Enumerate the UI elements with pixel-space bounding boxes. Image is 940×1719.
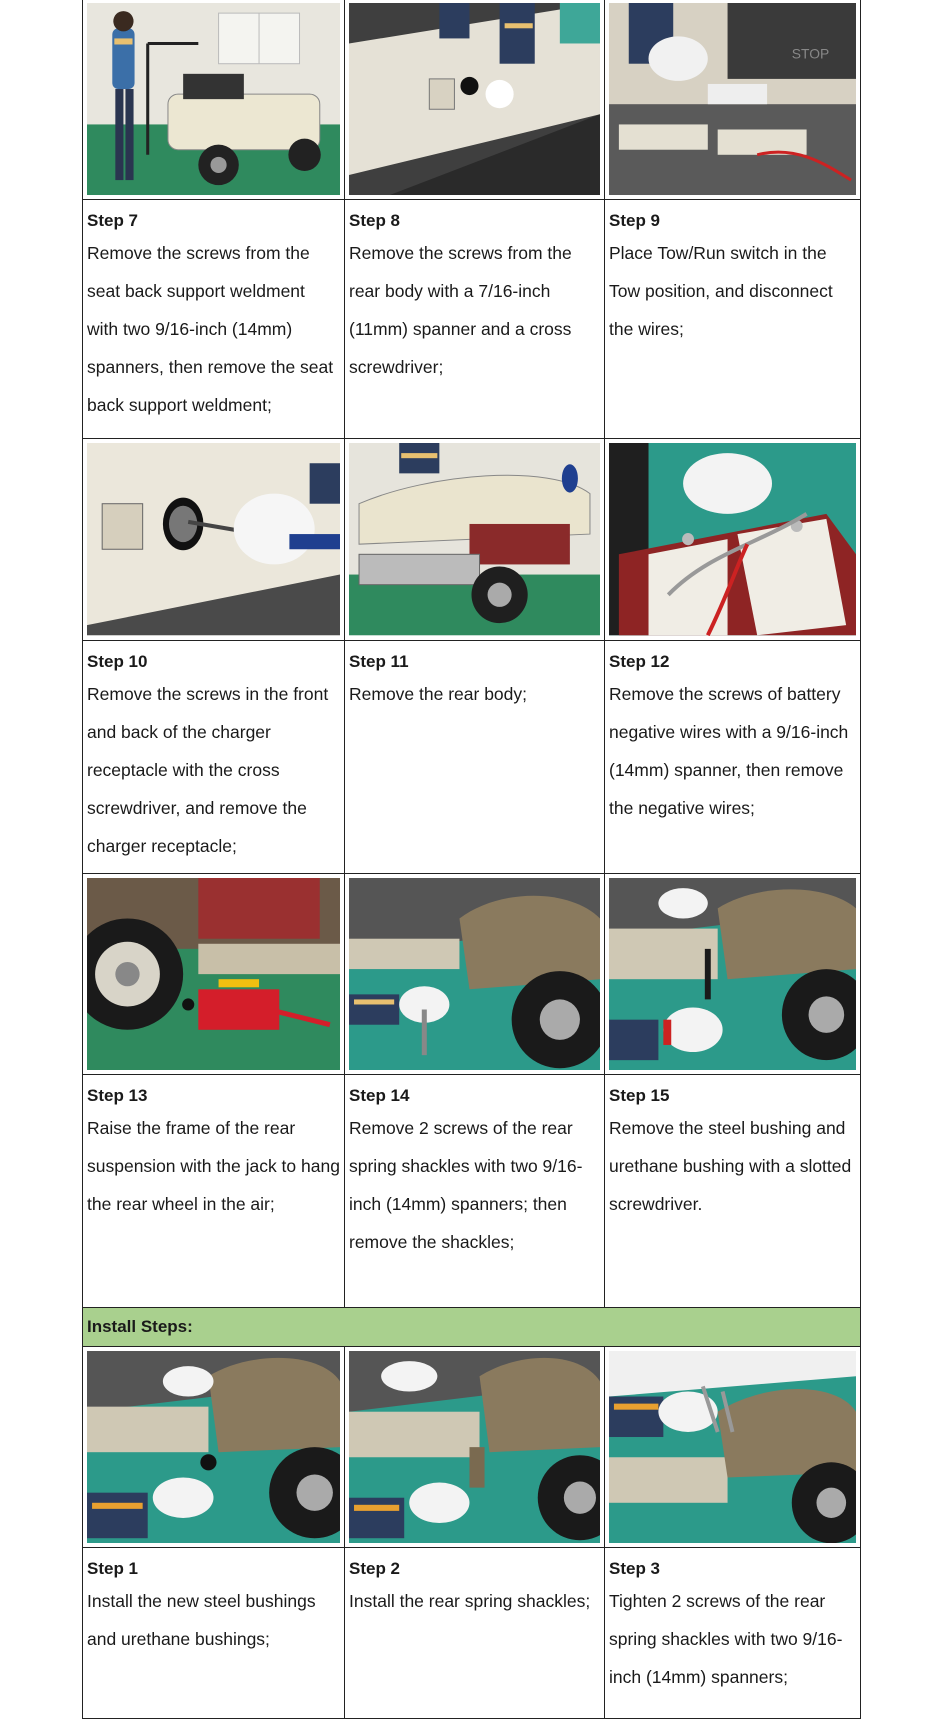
rear-body-removal-photo: [349, 443, 600, 635]
photo-row: [83, 439, 861, 640]
step-title: Step 2: [349, 1559, 401, 1579]
section-label: Install Steps:: [87, 1316, 193, 1336]
step-cell: [605, 1074, 861, 1307]
install-bushing-photo: [87, 1351, 340, 1543]
step-title: Step 8: [349, 211, 401, 231]
step-cell: [83, 200, 345, 439]
step-title: Step 14: [349, 1085, 410, 1105]
step-cell: [83, 1548, 345, 1719]
step-cell: [345, 200, 605, 439]
step-description: Remove 2 screws of the rear spring shackles with two 9/16-inch (14mm) spanners; then remove the shackles;: [349, 1117, 583, 1252]
text-row: [83, 200, 861, 439]
step-title: Step 11: [349, 651, 409, 671]
photo-row: [83, 1346, 861, 1547]
step-cell: [83, 1074, 345, 1307]
step-title: Step 3: [609, 1559, 661, 1579]
step-title: Step 7: [87, 211, 139, 231]
photo-row: [83, 0, 861, 200]
spring-shackle-spanner-photo: [349, 878, 600, 1070]
step-cell: [605, 640, 861, 873]
step-title: Step 13: [87, 1085, 148, 1105]
text-row: [83, 640, 861, 873]
battery-wires-photo: [609, 443, 856, 635]
install-steps-header-row: [83, 1307, 861, 1346]
rear-body-cargo-photo: [349, 3, 600, 195]
step-title: Step 10: [87, 651, 148, 671]
step-title: Step 15: [609, 1085, 670, 1105]
step-description: Remove the screws from the rear body with a 7/16-inch (11mm) spanner and a cross screwdriver;: [349, 243, 572, 378]
step-description: Remove the steel bushing and urethane bushing with a slotted screwdriver.: [609, 1117, 852, 1214]
step-description: Remove the screws in the front and back of the charger receptacle with the cross screwdriver, and remove the charger receptacle;: [87, 683, 329, 856]
step-description: Remove the screws of battery negative wires with a 9/16-inch (14mm) spanner, then remove the negative wires;: [609, 683, 849, 818]
charger-receptacle-photo: [87, 443, 340, 635]
svg-text:STOP: STOP: [791, 45, 830, 62]
tighten-shackle-photo: [609, 1351, 856, 1543]
text-row: [83, 1074, 861, 1307]
step-description: Raise the frame of the rear suspension with the jack to hang the rear wheel in the air;: [87, 1117, 340, 1214]
steps-table: [82, 0, 861, 1719]
step-description: Install the rear spring shackles;: [349, 1591, 591, 1612]
step-description: Place Tow/Run switch in the Tow position, and disconnect the wires;: [609, 243, 833, 340]
step-description: Tighten 2 screws of the rear spring shackles with two 9/16-inch (14mm) spanners;: [609, 1591, 843, 1688]
step-cell: [345, 640, 605, 873]
step-description: Remove the screws from the seat back support weldment with two 9/16-inch (14mm) spanners, then remove the seat back support weldment;: [87, 243, 334, 416]
install-shackle-photo: [349, 1351, 600, 1543]
step-cell: [605, 200, 861, 439]
step-description: Remove the rear body;: [349, 683, 528, 704]
step-cell: [345, 1548, 605, 1719]
step-title: Step 9: [609, 211, 661, 231]
step-description: Install the new steel bushings and urethane bushings;: [87, 1591, 316, 1650]
step-cell: [83, 640, 345, 873]
step-cell: [605, 1548, 861, 1719]
step-title: Step 1: [87, 1559, 139, 1579]
bushing-screwdriver-photo: [609, 878, 856, 1070]
text-row: [83, 1548, 861, 1719]
floor-jack-photo: [87, 878, 340, 1070]
photo-row: [83, 873, 861, 1074]
step-title: Step 12: [609, 651, 670, 671]
step-cell: [345, 1074, 605, 1307]
golf-cart-man-photo: [87, 3, 340, 195]
tow-run-switch-photo: [609, 3, 856, 195]
